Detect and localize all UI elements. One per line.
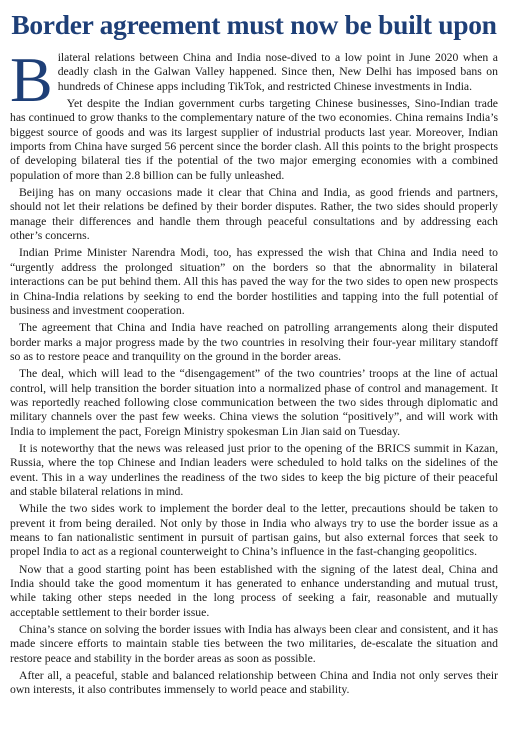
article-paragraph-1 xyxy=(10,44,498,115)
article-paragraph-10: China’s stance on solving the border issues with India has always been clear and consistent, and it has made sincere efforts to maintain stable ties between the two militaries, de-escalate the situation and restore peace and stability in the border areas as soon as possible. xyxy=(10,623,498,665)
article-paragraph-8: While the two sides work to implement the border deal to the letter, precautions should be taken to prevent it from being derailed. Not only by those in India who always try to use the border issue as a means to fan nationalistic sentiment in pursuit of partisan gains, but also external forces that seek to propel India to act as a regional counterweight to China’s influence in the fast-changing geopolitics. xyxy=(10,502,498,559)
article-paragraph-7: It is noteworthy that the news was released just prior to the opening of the BRICS summit in Kazan, Russia, where the top Chinese and Indian leaders were scheduled to hold talks on the sidelines of the event. This in a way underlines the readiness of the two sides to keep the big picture of their peaceful and stable bilateral relations in mind. xyxy=(10,441,498,498)
article-headline: Border agreement must now be built upon xyxy=(11,9,497,40)
article-paragraph-3: Beijing has on many occasions made it clear that China and India, as good friends and partners, should not let their relations be defined by their border disputes. Rather, the two sides should properly manage their differences and handle them through peaceful consultations and by addressing each other’s concerns. xyxy=(10,186,498,243)
article-paragraph-11: After all, a peaceful, stable and balanced relationship between China and India not only serves their own interests, it also contributes immensely to world peace and stability. xyxy=(10,669,498,697)
drop-cap-letter: B xyxy=(10,44,53,115)
article-paragraph-4: Indian Prime Minister Narendra Modi, too, has expressed the wish that China and India need to “urgently address the prolonged situation” on the borders so that the abnormality in bilateral interactions can be put behind them. All this has paved the way for the two sides to open new prospects in China-India relations by seeking to end the border hostilities and tapping into the full potential of business and investment cooperation. xyxy=(10,246,498,317)
article-paragraph-5: The agreement that China and India have reached on patrolling arrangements along their disputed border marks a major progress made by the two countries in resolving their four-year military standoff so as to restore peace and tranquility on the ground in the border areas. xyxy=(10,321,498,363)
article-paragraph-9: Now that a good starting point has been established with the signing of the latest deal, China and India should take the good momentum it has generated to enhance understanding and mutual trust, while taking other steps needed in the long process of seeking a fair, reasonable and mutually acceptable settlement to their border issue. xyxy=(10,562,498,619)
paragraph-1-text: ilateral relations between China and India nose-dived to a low point in June 2020 when a deadly clash in the Galwan Valley happened. Since then, New Delhi has imposed bans on hundreds of Chinese apps including TikTok, and restricted Chinese investments in India. xyxy=(57,51,498,93)
article-paragraph-2: Yet despite the Indian government curbs targeting Chinese businesses, Sino-Indian trade has continued to grow thanks to the complementary nature of the two economies. China remains India’s biggest source of goods and was its largest supplier of industrial products last year. Moreover, Indian imports from China have surged 56 percent since the border clash. All this points to the bright prospects of developing bilateral ties if the potential of the two major emerging economies with a combined population of more than 2.8 billion can be fully unleashed. xyxy=(10,97,498,182)
article-paragraph-6: The deal, which will lead to the “disengagement” of the two countries’ troops at the line of actual control, will help transition the border situation into a normalized phase of control and management. It was reportedly reached following close communication between the two sides through diplomatic and military channels over the past few weeks. China views the solution “positively”, and will work with India to implement the pact, Foreign Ministry spokesman Lin Jian said on Tuesday. xyxy=(10,367,498,438)
article-body xyxy=(10,44,498,698)
